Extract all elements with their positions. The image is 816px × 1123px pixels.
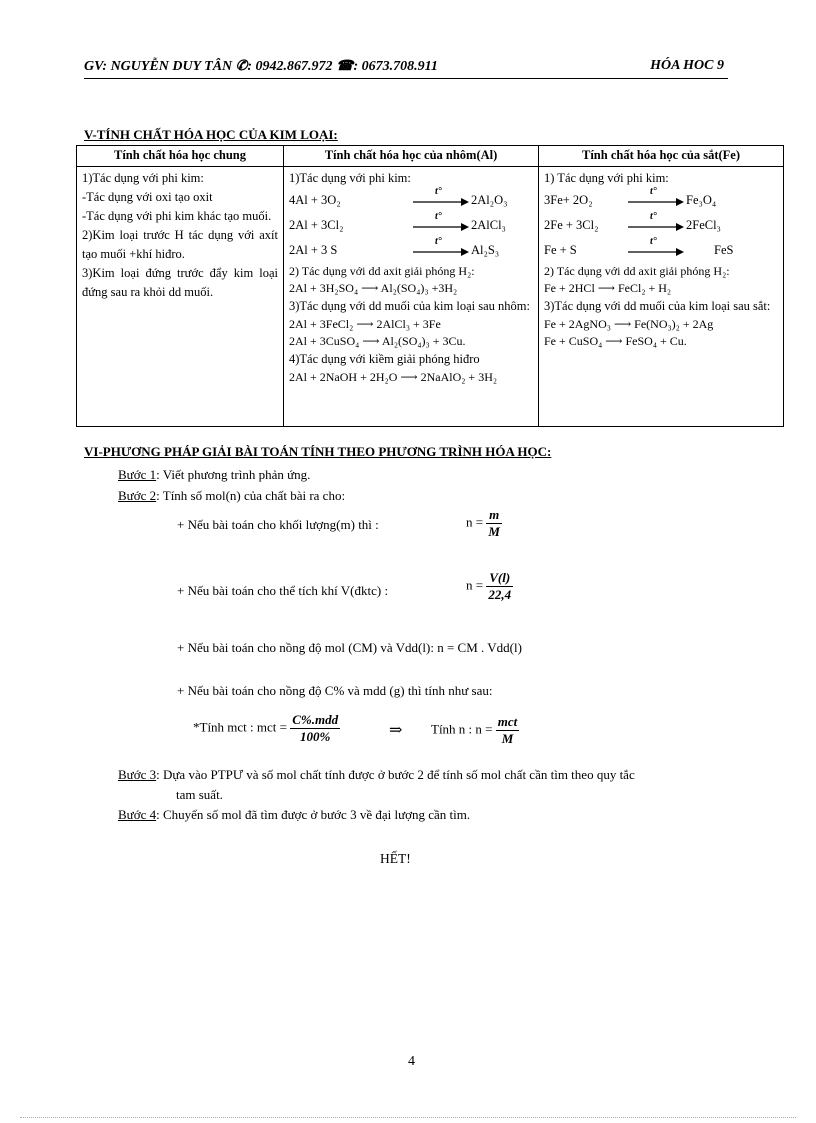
products: FeS [714,243,734,257]
products: 2Al₂O₃ [471,193,508,207]
formula-mass [466,507,502,540]
step-2 [118,488,345,504]
al-reaction-2 [289,210,533,238]
general-properties-cell [77,167,284,427]
general-line: 1)Tác dụng với phi kim: [82,171,204,185]
reactants: 2Fe + 3Cl₂ [544,218,599,232]
formula-lhs: Tính n : n = [431,721,493,737]
heat-arrow-icon [411,210,471,233]
col-header-iron: Tính chất hóa học của sắt(Fe) [539,146,784,167]
formula-lhs: *Tính mct : mct = [193,719,287,735]
arrow-label: t° [650,185,657,197]
arrow-label: t° [435,235,442,247]
numerator: V(l) [486,570,513,587]
case-molar-concentration: + Nếu bài toán cho nồng độ mol (CM) và Vdd(l): n = CM . Vdd(l) [177,640,522,655]
al-reaction-3 [289,235,533,263]
arrow-label: t° [650,235,657,247]
case-mass: + Nếu bài toán cho khối lượng(m) thì : [177,517,379,532]
al-equation-acid: 2Al + 3H₂SO₄ ⟶ Al₂(SO₄)₃ +3H₂ [289,281,458,295]
step-4 [118,807,470,823]
al-heading-3: 3)Tác dụng với dd muối của kim loại sau nhôm: [289,299,530,313]
al-heading-1: 1)Tác dụng với phi kim: [289,171,411,185]
formula-lhs: n = [466,577,484,593]
step-text: : Chuyển số mol đã tìm được ở bước 3 về đại lượng cần tìm. [156,807,471,822]
fraction [290,712,340,745]
case-percent-concentration: + Nếu bài toán cho nồng độ C% và mdd (g) thì tính như sau: [177,683,493,698]
section-5-title: V-TÍNH CHẤT HÓA HỌC CỦA KIM LOẠI: [84,127,338,142]
end-marker: HẾT! [380,851,411,866]
products: 2AlCl₃ [471,218,506,232]
general-line: 3)Kim loại đứng trước đẩy kim loại đứng sau ra khỏi dd muối. [82,266,278,299]
step-label: Bước 1 [118,467,157,482]
numerator: mct [497,714,518,729]
reactants: 4Al + 3O₂ [289,193,341,207]
products: 2FeCl₃ [686,218,721,232]
denominator: 100% [300,729,331,744]
arrow-label: t° [435,185,442,197]
fe-reaction-2 [544,210,778,238]
numerator: C%.mdd [292,712,339,727]
fe-heading-1: 1) Tác dụng với phi kim: [544,171,669,185]
col-header-aluminium: Tính chất hóa học của nhôm(Al) [284,146,539,167]
reactants: 3Fe+ 2O₂ [544,193,593,207]
page-number: 4 [408,1054,415,1069]
heat-arrow-icon [411,235,471,258]
iron-properties-cell [539,167,784,427]
heat-arrow-icon [626,185,686,208]
denominator: 22,4 [488,587,512,602]
fe-reaction-3 [544,235,778,263]
al-equation-alkali: 2Al + 2NaOH + 2H₂O ⟶ 2NaAlO₂ + 3H₂ [289,370,498,384]
step-label: Bước 3 [118,767,157,782]
denominator: M [488,524,500,539]
al-reaction-1 [289,185,533,213]
arrow-label: t° [650,210,657,222]
reactants: Fe + S [544,243,577,257]
fe-equation-salt-1: Fe + 2AgNO₃ ⟶ Fe(NO₃)₂ + 2Ag [544,317,714,331]
step-3-continued: tam suất. [176,787,223,802]
formula-moles [431,714,519,747]
al-heading-2: 2) Tác dụng với dd axit giải phóng H₂: [289,264,475,278]
heat-arrow-icon [626,235,686,258]
general-line: 2)Kim loại trước H tác dụng với axít tạo muối +khí hiđro. [82,228,278,261]
case-volume: + Nếu bài toán cho thể tích khí V(đktc) : [177,583,389,598]
step-text: : Dựa vào PTPƯ và số mol chất tính được ở bước 2 để tính số mol chất cần tìm theo quy tắc [156,767,635,782]
step-label: Bước 4 [118,807,157,822]
step-text: : Tính số mol(n) của chất bài ra cho: [156,488,346,503]
step-label: Bước 2 [118,488,157,503]
denominator: M [501,731,514,746]
fe-reaction-1 [544,185,778,213]
products: Fe₃O₄ [686,193,717,207]
formula-lhs: n = [466,514,484,530]
fe-equation-acid: Fe + 2HCl ⟶ FeCl₂ + H₂ [544,281,672,295]
heat-arrow-icon [411,185,471,208]
general-line: -Tác dụng với phi kim khác tạo muối. [82,209,272,223]
step-1 [118,467,310,483]
fraction [496,714,520,747]
formula-volume [466,570,513,603]
col-header-general: Tính chất hóa học chung [77,146,284,167]
fe-heading-2: 2) Tác dụng với dd axit giải phóng H₂: [544,264,730,278]
step-3 [118,767,635,783]
reactants: 2Al + 3 S [289,243,338,257]
arrow-label: t° [435,210,442,222]
step-text: : Viết phương trình phản ứng. [156,467,311,482]
general-line: -Tác dụng với oxi tạo oxit [82,190,213,204]
header-teacher-info: GV: NGUYỄN DUY TÂN ✆: 0942.867.972 ☎: 0673.708.911 [84,59,438,74]
fe-heading-3: 3)Tác dụng với dd muối của kim loại sau sắt: [544,299,771,313]
section-6-title: VI-PHƯƠNG PHÁP GIẢI BÀI TOÁN TÍNH THEO PHƯƠNG TRÌNH HÓA HỌC: [84,444,552,459]
reactants: 2Al + 3Cl₂ [289,218,344,232]
fraction [486,507,502,540]
header-subject: HÓA HOC 9 [650,58,724,73]
implies-icon: ⇒ [389,722,403,739]
page-header [84,56,728,79]
properties-table [76,145,784,427]
fe-equation-salt-2: Fe + CuSO₄ ⟶ FeSO₄ + Cu. [544,334,687,348]
al-equation-salt-2: 2Al + 3CuSO₄ ⟶ Al₂(SO₄)₃ + 3Cu. [289,334,466,348]
al-equation-salt-1: 2Al + 3FeCl₂ ⟶ 2AlCl₃ + 3Fe [289,317,441,331]
al-heading-4: 4)Tác dụng với kiềm giải phóng hiđro [289,352,480,366]
page-divider [20,1117,796,1118]
formula-solute-mass [193,712,340,745]
heat-arrow-icon [626,210,686,233]
products: Al₂S₃ [471,243,500,257]
fraction [486,570,513,603]
numerator: m [486,507,502,524]
aluminium-properties-cell [284,167,539,427]
